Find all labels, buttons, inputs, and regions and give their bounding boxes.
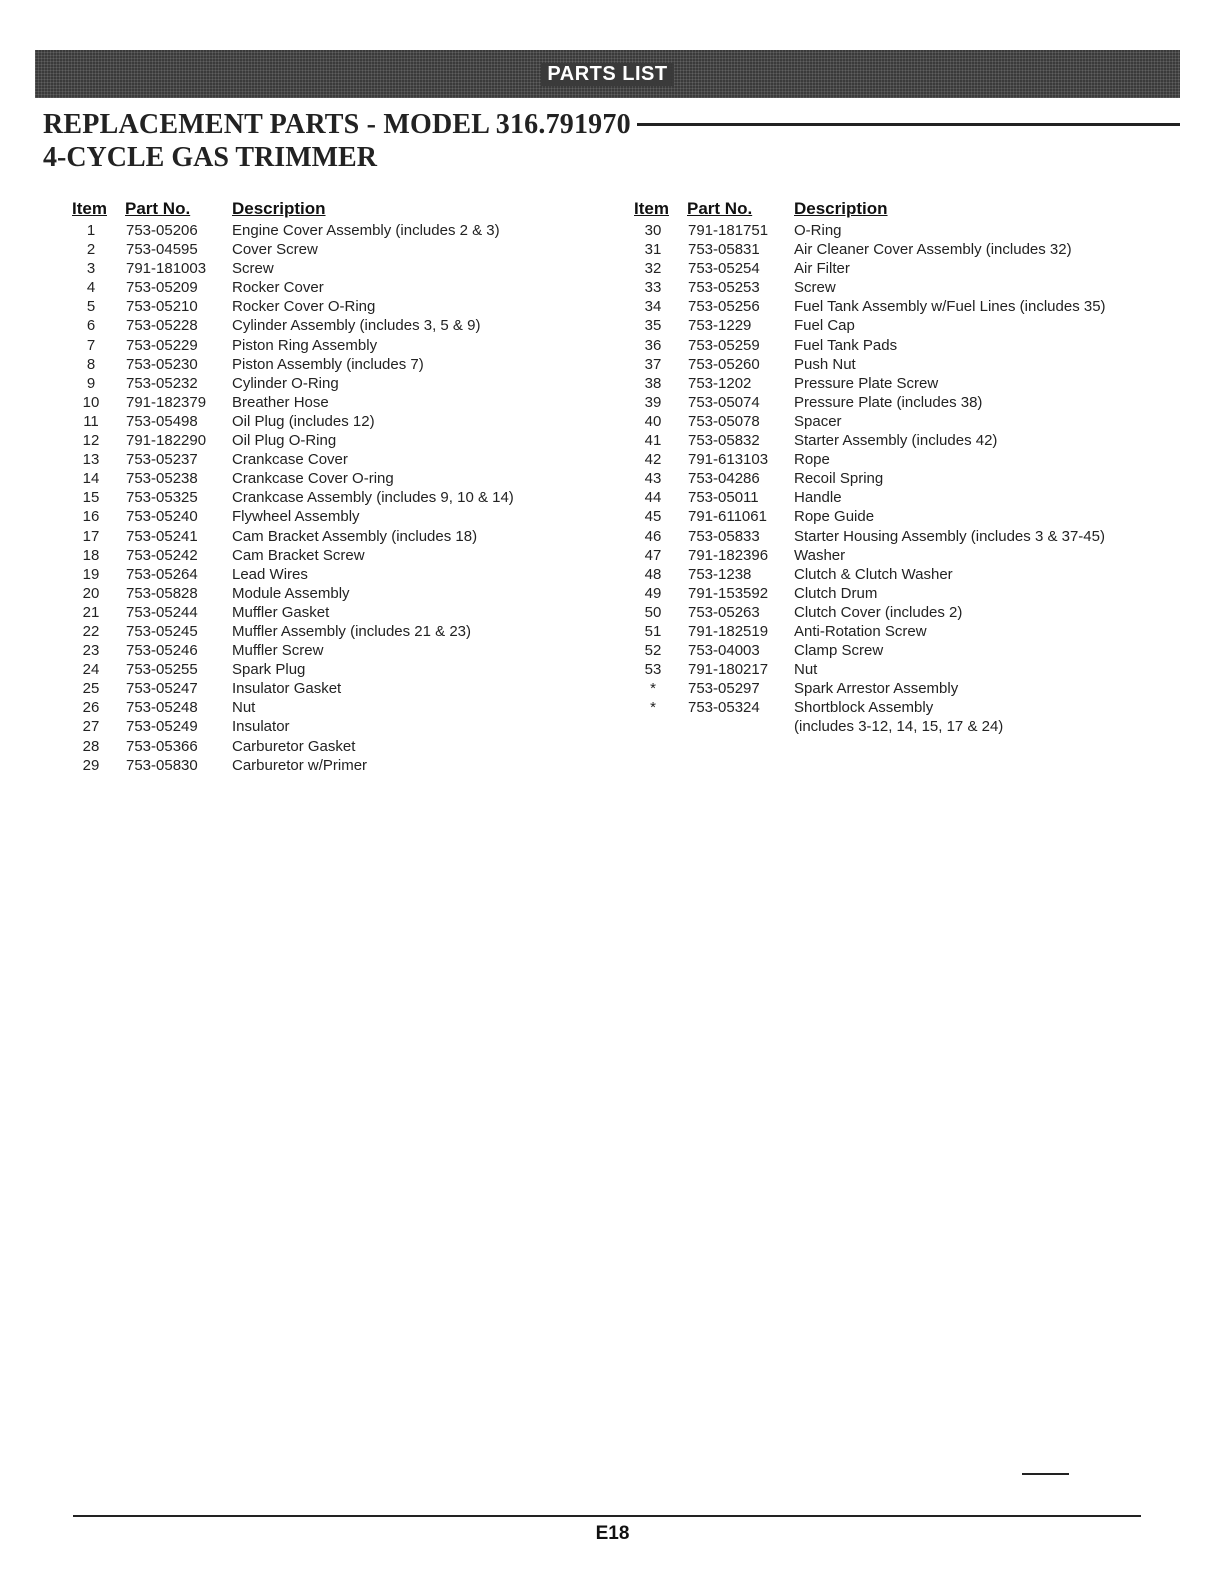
part-description: Fuel Tank Assembly w/Fuel Lines (includes 35): [794, 298, 1106, 316]
item-number: 21: [82, 603, 100, 621]
part-number: 753-1238: [688, 565, 752, 583]
part-description: Pressure Plate Screw: [794, 374, 939, 392]
item-number: 16: [82, 508, 100, 526]
item-number: 49: [644, 584, 662, 602]
part-number: 753-05263: [688, 603, 760, 621]
item-number: 50: [644, 603, 662, 621]
item-number: 22: [82, 622, 100, 640]
part-description: Screw: [794, 279, 836, 297]
part-number: 791-182396: [688, 546, 769, 564]
part-number: 753-05237: [126, 451, 198, 469]
item-number: 27: [82, 718, 100, 736]
item-number: 25: [82, 680, 100, 698]
part-number: 791-611061: [688, 508, 767, 526]
part-description: Rocker Cover: [232, 279, 324, 297]
part-number: 791-153592: [688, 584, 769, 602]
description-column-header: Description: [794, 199, 888, 218]
part-description: Clutch Cover (includes 2): [794, 603, 963, 621]
part-description: Spacer: [794, 412, 842, 430]
heading-divider: [637, 123, 1180, 126]
part-number: 791-182290: [126, 432, 207, 450]
item-number: 2: [86, 241, 96, 259]
part-number: 753-05498: [126, 412, 198, 430]
part-number: 753-05228: [126, 317, 198, 335]
part-number: 753-1229: [688, 317, 752, 335]
part-description: (includes 3-12, 14, 15, 17 & 24): [794, 718, 1004, 736]
item-number: 51: [644, 622, 662, 640]
part-description: Carburetor w/Primer: [232, 756, 368, 774]
part-number: 753-05249: [126, 718, 198, 736]
footer-divider: [73, 1515, 1141, 1517]
part-description: Module Assembly: [232, 584, 350, 602]
part-number: 753-05259: [688, 336, 760, 354]
part-number: 753-05366: [126, 737, 198, 755]
item-number: 14: [82, 470, 100, 488]
item-number: 31: [644, 241, 662, 259]
item-number: 53: [644, 661, 662, 679]
part-description: Lead Wires: [232, 565, 308, 583]
part-description: Pressure Plate (includes 38): [794, 393, 983, 411]
item-number: 26: [82, 699, 100, 717]
part-no-column-header: Part No.: [125, 199, 191, 218]
parts-list-banner: [35, 50, 1180, 98]
part-number: 753-05833: [688, 527, 760, 545]
item-number: 5: [86, 298, 96, 316]
part-description: Handle: [794, 489, 842, 507]
item-number: 6: [86, 317, 96, 335]
item-column-header: Item: [634, 199, 669, 218]
part-number: 753-04595: [126, 241, 198, 259]
part-number: 753-05240: [126, 508, 198, 526]
part-description: Air Cleaner Cover Assembly (includes 32): [794, 241, 1072, 259]
part-description: Insulator: [232, 718, 290, 736]
item-number: 10: [82, 393, 100, 411]
item-number: 29: [82, 756, 100, 774]
part-description: Rocker Cover O-Ring: [232, 298, 376, 316]
part-number: 791-182519: [688, 622, 769, 640]
part-description: Crankcase Assembly (includes 9, 10 & 14): [232, 489, 514, 507]
part-description: Cover Screw: [232, 241, 318, 259]
part-description: Cam Bracket Screw: [232, 546, 365, 564]
part-number: 753-05229: [126, 336, 198, 354]
item-number: 48: [644, 565, 662, 583]
part-description: Oil Plug O-Ring: [232, 432, 337, 450]
part-number: 753-04003: [688, 642, 760, 660]
short-divider: [1022, 1473, 1069, 1475]
item-number: 33: [644, 279, 662, 297]
part-number: 753-05230: [126, 355, 198, 373]
part-description: Clamp Screw: [794, 642, 884, 660]
item-number: 11: [83, 412, 99, 430]
part-number: 753-1202: [688, 374, 752, 392]
item-number: 43: [644, 470, 662, 488]
part-number: 753-05253: [688, 279, 760, 297]
item-number: 52: [644, 642, 662, 660]
part-number: 753-05264: [126, 565, 198, 583]
page-subtitle: 4-CYCLE GAS TRIMMER: [43, 142, 377, 173]
item-number: 12: [82, 432, 100, 450]
part-description: Push Nut: [794, 355, 856, 373]
item-number: *: [650, 699, 656, 717]
part-number: 753-05248: [126, 699, 198, 717]
part-number: 753-05324: [688, 699, 760, 717]
part-number: 753-05832: [688, 432, 760, 450]
part-number: 753-05011: [688, 489, 759, 507]
page-title: REPLACEMENT PARTS - MODEL 316.791970: [43, 109, 631, 140]
item-number: 46: [644, 527, 662, 545]
part-description: Crankcase Cover: [232, 451, 348, 469]
item-number: 39: [644, 393, 662, 411]
item-number: 23: [82, 642, 100, 660]
part-number: 753-05209: [126, 279, 198, 297]
part-description: Cam Bracket Assembly (includes 18): [232, 527, 478, 545]
part-number: 791-613103: [688, 451, 769, 469]
part-description: Shortblock Assembly: [794, 699, 934, 717]
part-description: Recoil Spring: [794, 470, 884, 488]
part-number: 753-05260: [688, 355, 760, 373]
part-number: 753-05210: [126, 298, 198, 316]
part-description: O-Ring: [794, 222, 842, 239]
item-number: *: [650, 680, 656, 698]
page-number: E18: [595, 1523, 630, 1544]
part-description: Cylinder Assembly (includes 3, 5 & 9): [232, 317, 481, 335]
banner-title: PARTS LIST: [541, 63, 673, 86]
part-description: Engine Cover Assembly (includes 2 & 3): [232, 222, 500, 239]
part-description: Washer: [794, 546, 846, 564]
part-number: 753-05247: [126, 680, 198, 698]
part-description: Cylinder O-Ring: [232, 374, 339, 392]
item-number: 24: [82, 661, 100, 679]
part-number: 753-05232: [126, 374, 198, 392]
item-number: 35: [644, 317, 662, 335]
item-number: 13: [82, 451, 100, 469]
part-description: Piston Assembly (includes 7): [232, 355, 424, 373]
part-description: Flywheel Assembly: [232, 508, 360, 526]
part-description: Spark Plug: [232, 661, 306, 679]
part-description: Starter Housing Assembly (includes 3 & 37-45): [794, 527, 1105, 545]
part-number: 753-05297: [688, 680, 760, 698]
part-number: 753-05246: [126, 642, 198, 660]
part-number: 753-05255: [126, 661, 198, 679]
part-no-column-header: Part No.: [687, 199, 753, 218]
part-number: 791-181003: [126, 260, 207, 278]
part-description: Clutch & Clutch Washer: [794, 565, 953, 583]
item-number: 45: [644, 508, 662, 526]
part-number: 753-05242: [126, 546, 198, 564]
item-number: 28: [82, 737, 100, 755]
part-description: Spark Arrestor Assembly: [794, 680, 959, 698]
part-description: Carburetor Gasket: [232, 737, 356, 755]
part-description: Starter Assembly (includes 42): [794, 432, 998, 450]
part-description: Crankcase Cover O-ring: [232, 470, 394, 488]
item-number: 1: [86, 222, 96, 239]
part-description: Breather Hose: [232, 393, 329, 411]
item-number: 40: [644, 412, 662, 430]
part-description: Anti-Rotation Screw: [794, 622, 927, 640]
part-description: Insulator Gasket: [232, 680, 342, 698]
part-description: Rope: [794, 451, 830, 469]
item-number: 3: [86, 260, 96, 278]
part-description: Screw: [232, 260, 274, 278]
item-number: 44: [644, 489, 662, 507]
item-number: 41: [644, 432, 662, 450]
part-number: 753-05238: [126, 470, 198, 488]
part-description: Rope Guide: [794, 508, 875, 526]
item-number: 20: [82, 584, 100, 602]
description-column-header: Description: [232, 199, 326, 218]
part-number: 753-05241: [126, 527, 198, 545]
part-description: Muffler Screw: [232, 642, 324, 660]
part-description: Air Filter: [794, 260, 850, 278]
item-number: 4: [86, 279, 96, 297]
part-number: 753-05256: [688, 298, 760, 316]
part-number: 753-05078: [688, 412, 760, 430]
part-description: Nut: [232, 699, 256, 717]
item-number: 18: [82, 546, 100, 564]
part-number: 753-04286: [688, 470, 760, 488]
part-number: 753-05206: [126, 222, 198, 239]
part-description: Nut: [794, 661, 818, 679]
item-number: 34: [644, 298, 662, 316]
item-number: 9: [86, 374, 96, 392]
item-number: 7: [86, 336, 96, 354]
part-number: 753-05244: [126, 603, 198, 621]
item-number: 17: [82, 527, 100, 545]
part-number: 791-182379: [126, 393, 207, 411]
item-number: 47: [644, 546, 662, 564]
item-column-header: Item: [72, 199, 107, 218]
part-description: Clutch Drum: [794, 584, 878, 602]
item-number: 42: [644, 451, 662, 469]
part-number: 753-05254: [688, 260, 760, 278]
part-description: Fuel Cap: [794, 317, 855, 335]
part-number: 753-05828: [126, 584, 198, 602]
part-description: Piston Ring Assembly: [232, 336, 378, 354]
item-number: 37: [644, 355, 662, 373]
part-number: 753-05325: [126, 489, 198, 507]
item-number: 8: [86, 355, 96, 373]
part-description: Oil Plug (includes 12): [232, 412, 375, 430]
item-number: 38: [644, 374, 662, 392]
part-description: Muffler Assembly (includes 21 & 23): [232, 622, 471, 640]
item-number: 15: [82, 489, 100, 507]
part-number: 753-05074: [688, 393, 760, 411]
part-number: 791-180217: [688, 661, 769, 679]
item-number: 30: [644, 222, 662, 239]
item-number: 32: [644, 260, 662, 278]
item-number: 36: [644, 336, 662, 354]
part-description: Muffler Gasket: [232, 603, 330, 621]
part-number: 753-05831: [688, 241, 760, 259]
item-number: 19: [82, 565, 100, 583]
part-number: 753-05830: [126, 756, 198, 774]
part-number: 753-05245: [126, 622, 198, 640]
part-description: Fuel Tank Pads: [794, 336, 898, 354]
part-number: 791-181751: [688, 222, 769, 239]
